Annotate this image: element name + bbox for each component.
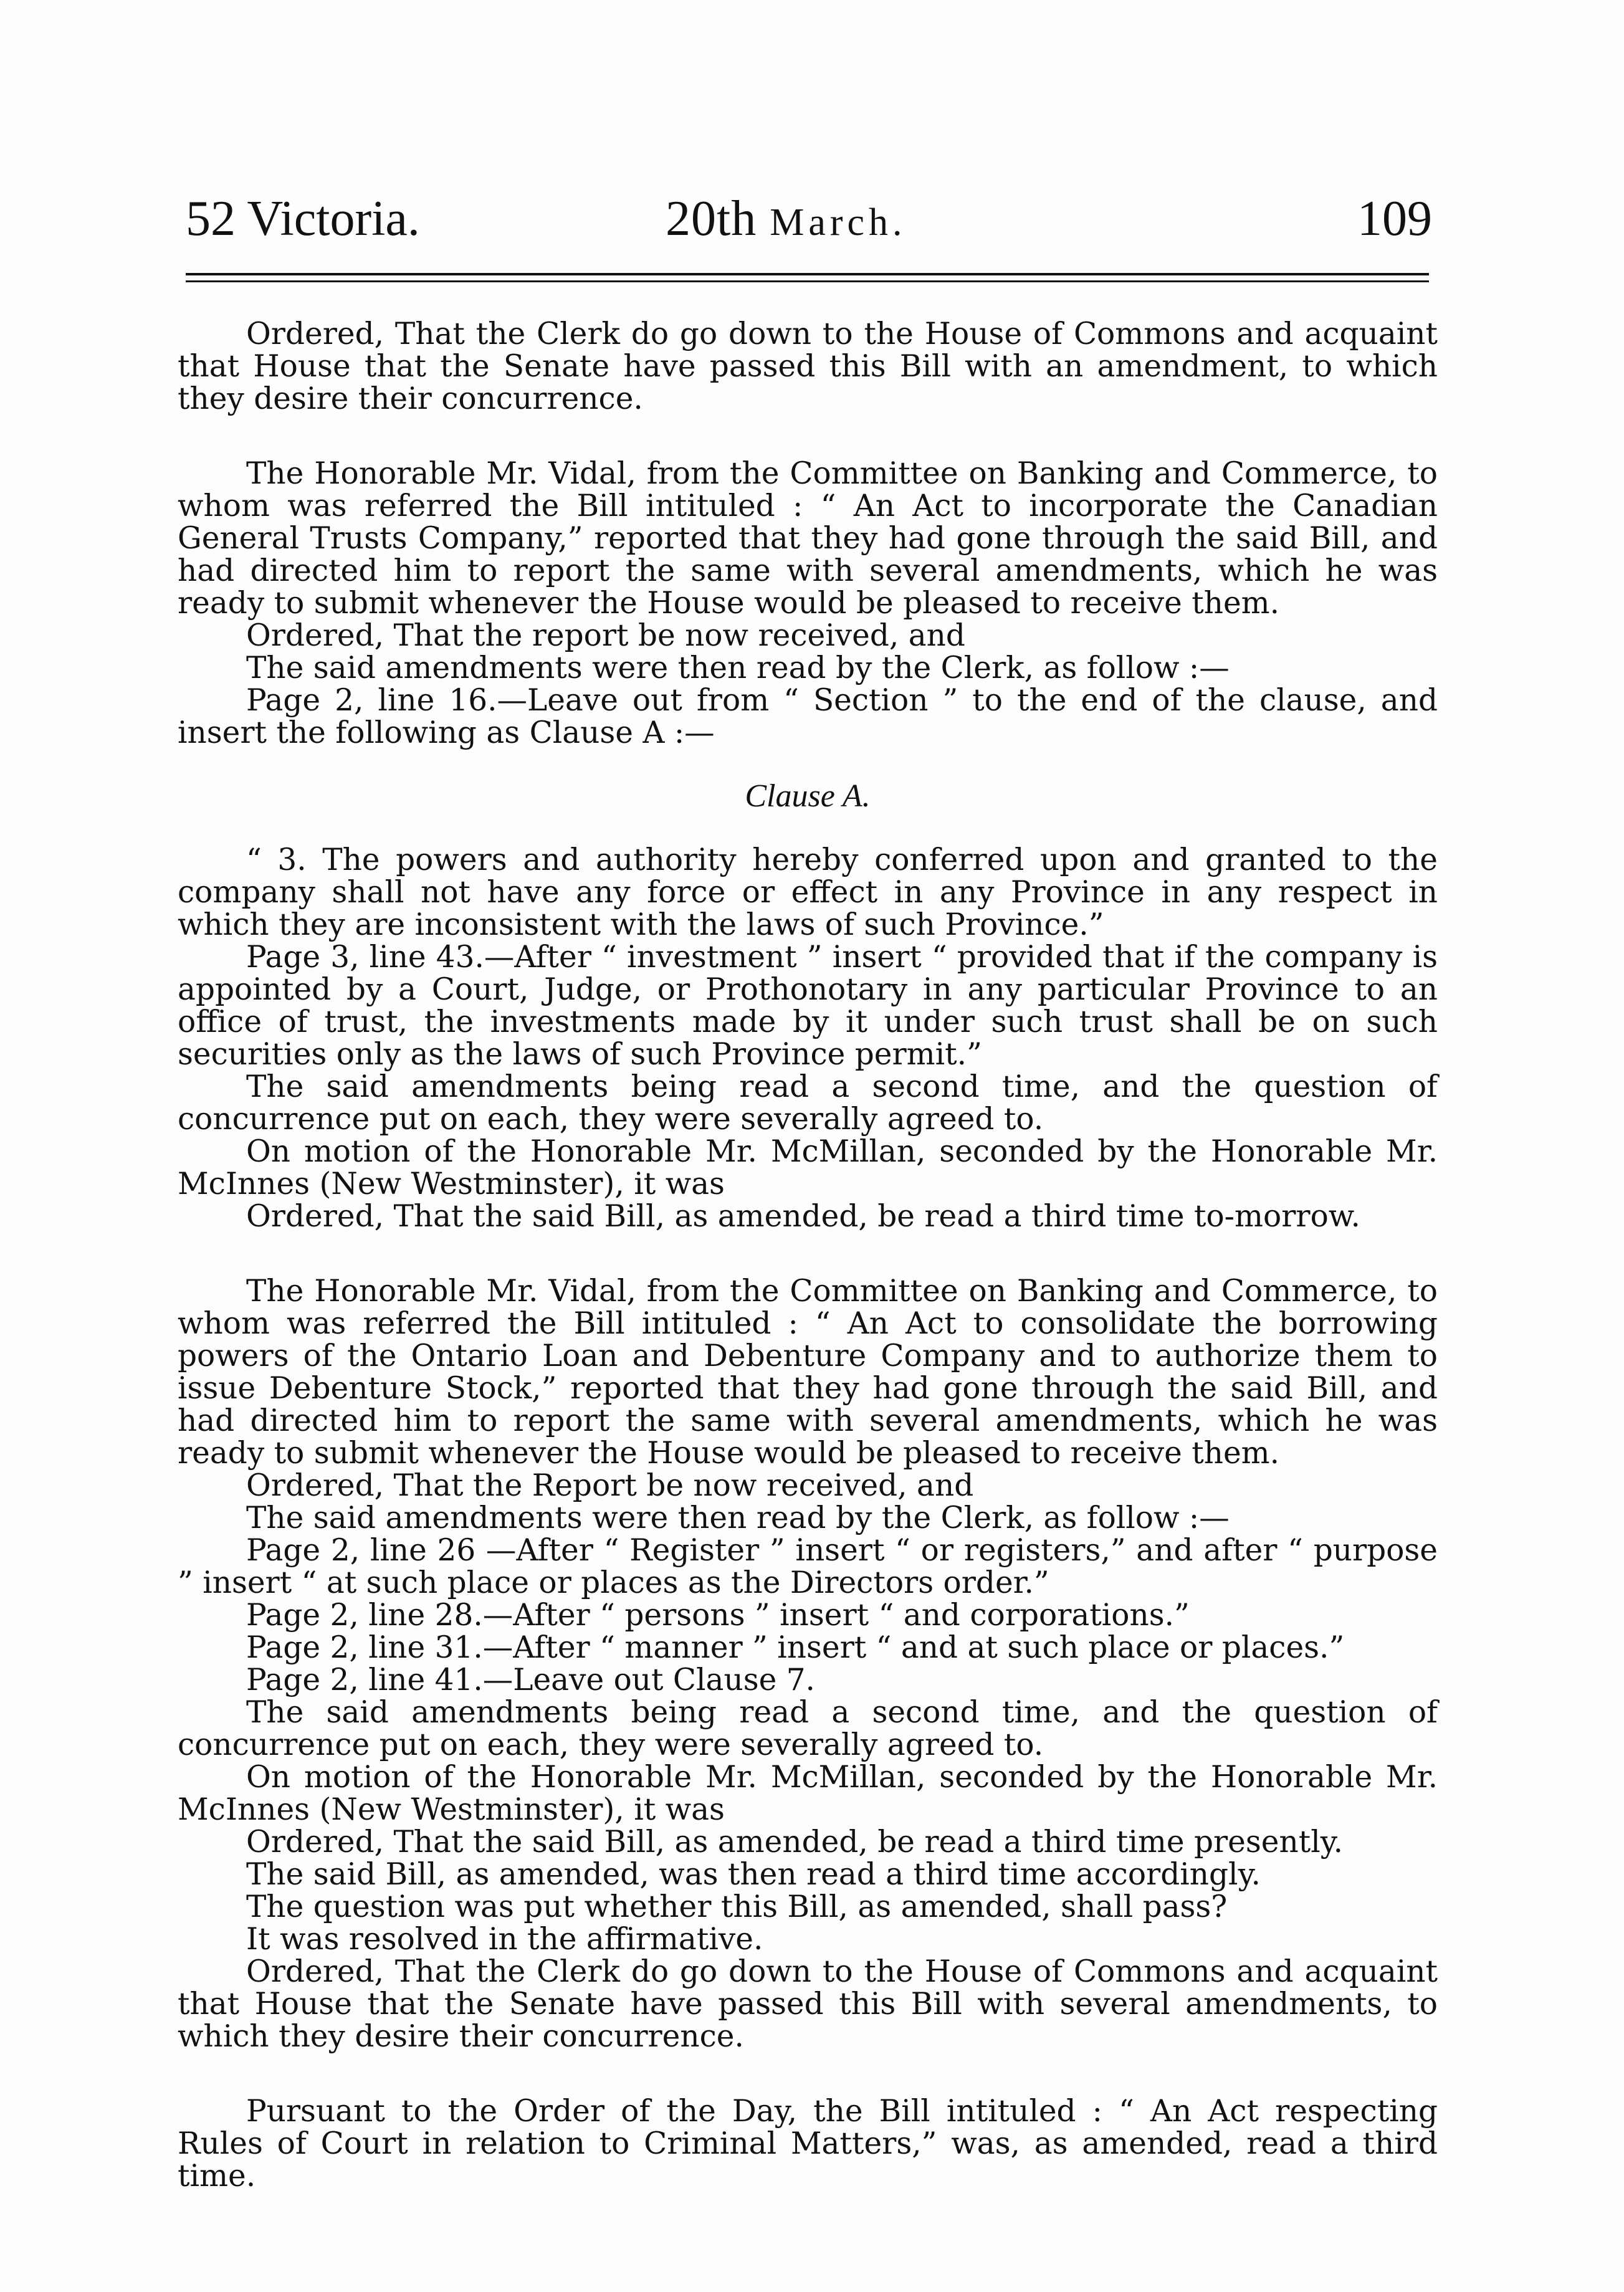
date-label [666, 184, 907, 257]
paragraph: Ordered, That the Clerk do go down to the House of Commons and acquaint that House that the Senate have passed this Bill with an amendment, to which they desire their concurrence. [178, 317, 1438, 416]
page-number: 109 [1357, 191, 1432, 246]
paragraph: Ordered, That the Report be now received, and [246, 1468, 974, 1503]
spacer [178, 749, 1438, 780]
paragraph: Ordered, That the Clerk do go down to the House of Commons and acquaint that House that the Senate have passed this Bill with several amendments, to which they desire their concurrence. [178, 1954, 1438, 2054]
paragraph: The said amendments were then read by the Clerk, as follow :— [246, 651, 1230, 685]
paragraph: On motion of the Honorable Mr. McMillan, seconded by the Honorable Mr. McInnes (New Westminster), it was [178, 1760, 1438, 1827]
paragraph: Page 2, line 26 —After “ Register ” insert “ or registers,” and after “ purpose ” insert “ at such place or places as the Directors order.” [178, 1533, 1438, 1600]
paragraph: The said amendments being read a second time, and the question of concurrence put on each, they were severally agreed to. [178, 1695, 1438, 1762]
paragraph: Ordered, That the said Bill, as amended, be read a third time to-morrow. [246, 1199, 1360, 1234]
paragraph: The said amendments were then read by the Clerk, as follow :— [246, 1501, 1230, 1535]
header-rule-bottom [186, 280, 1429, 282]
paragraph: The Honorable Mr. Vidal, from the Committee on Banking and Commerce, to whom was referred the Bill intituled : “ An Act to incorporate the Canadian General Trusts Company,” reported that they had gone through the said Bill, and had directed him to report the same with several amendments, which he was ready to submit whenever the House would be pleased to receive them. [178, 456, 1438, 621]
paragraph: Pursuant to the Order of the Day, the Bill intituled : “ An Act respecting Rules of Court in relation to Criminal Matters,” was, as amended, read a third time. [178, 2094, 1438, 2194]
clause-heading: Clause A. [745, 778, 871, 814]
paragraph: “ 3. The powers and authority hereby conferred upon and granted to the company shall not have any force or effect in any Province in any respect in which they are inconsistent with the laws of such Province.” [178, 843, 1438, 942]
paragraph: The said Bill, as amended, was then read a third time accordingly. [246, 1857, 1261, 1892]
paragraph: It was resolved in the affirmative. [246, 1922, 763, 1957]
running-header [186, 184, 1432, 253]
paragraph: Ordered, That the report be now received, and [246, 618, 965, 653]
paragraph: Page 2, line 28.—After “ persons ” insert “ and corporations.” [246, 1598, 1190, 1633]
spacer [178, 813, 1438, 844]
paragraph: Ordered, That the said Bill, as amended, be read a third time presently. [246, 1825, 1344, 1860]
paragraph: Page 2, line 31.—After “ manner ” insert “ and at such place or places.” [246, 1630, 1345, 1665]
paragraph: The said amendments being read a second time, and the question of concurrence put on each, they were severally agreed to. [178, 1069, 1438, 1137]
page-body [178, 318, 1438, 2192]
date-month: March. [770, 201, 907, 244]
spacer [178, 2053, 1438, 2095]
paragraph: The Honorable Mr. Vidal, from the Committee on Banking and Commerce, to whom was referred the Bill intituled : “ An Act to consolidate the borrowing powers of the Ontario Loan and Debenture Company and to authorize them to issue Debenture Stock,” reported that they had gone through the said Bill, and had directed him to report the same with several amendments, which he was ready to submit whenever the House would be pleased to receive them. [178, 1274, 1438, 1471]
date-day: 20th [666, 191, 770, 246]
paragraph: The question was put whether this Bill, as amended, shall pass? [246, 1889, 1228, 1924]
paragraph: Page 3, line 43.—After “ investment ” insert “ provided that if the company is appointed by a Court, Judge, or Prothonotary in any particular Province to an office of trust, the investments made by it under such trust shall be on such securities only as the laws of such Province permit.” [178, 940, 1438, 1072]
paragraph: Page 2, line 16.—Leave out from “ Section ” to the end of the clause, and insert the following as Clause A :— [178, 683, 1438, 750]
spacer [178, 415, 1438, 457]
header-rule-top [186, 273, 1429, 275]
paragraph: On motion of the Honorable Mr. McMillan, seconded by the Honorable Mr. McInnes (New Westminster), it was [178, 1134, 1438, 1201]
session-label: 52 Victoria. [186, 191, 420, 246]
spacer [178, 1233, 1438, 1275]
paragraph: Page 2, line 41.—Leave out Clause 7. [246, 1663, 815, 1698]
